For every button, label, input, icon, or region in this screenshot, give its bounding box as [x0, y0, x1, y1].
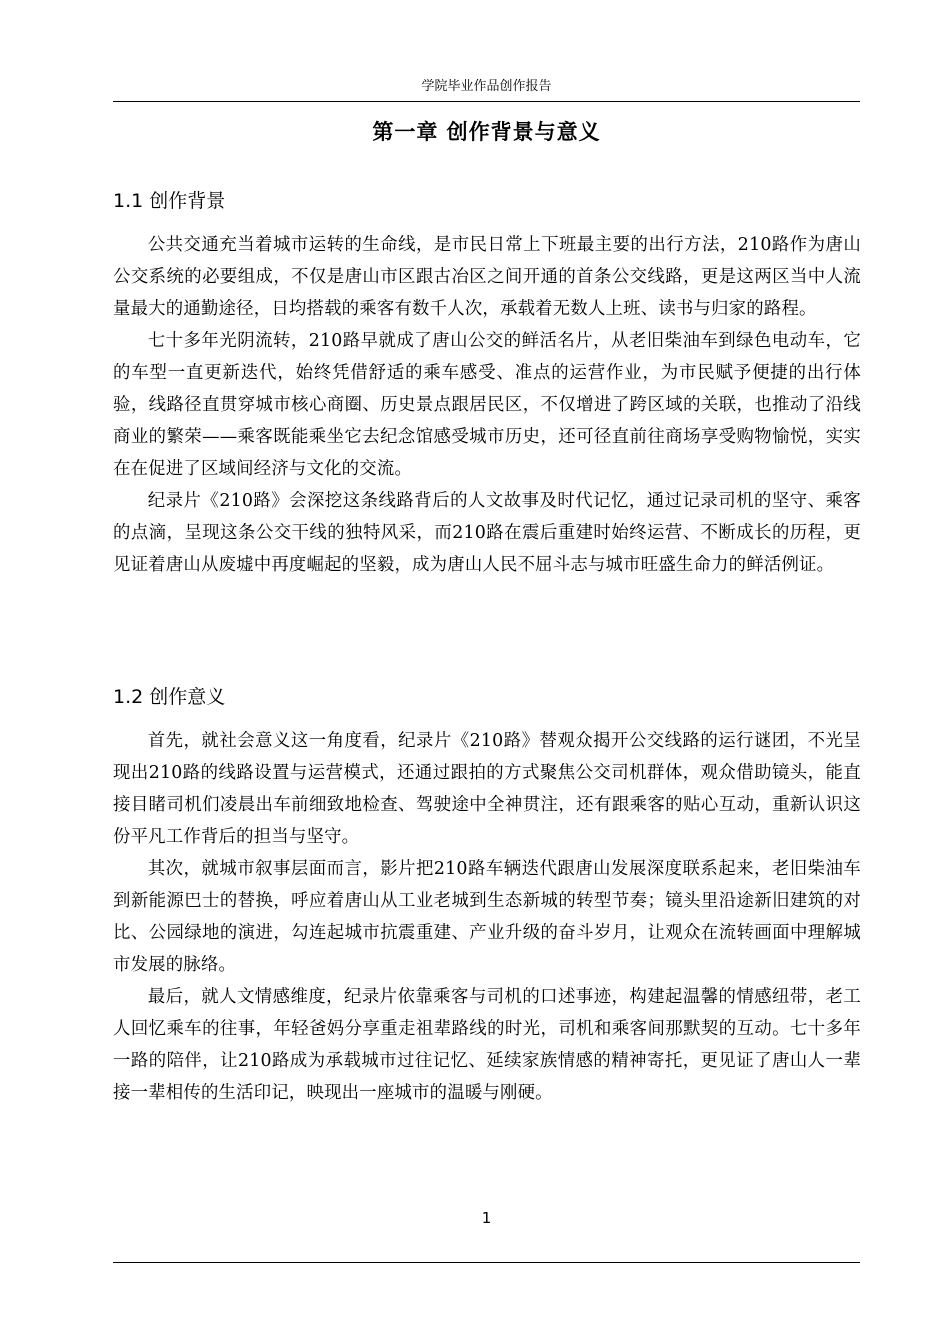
paragraph: 纪录片《210路》会深挖这条线路背后的人文故事及时代记忆，通过记录司机的坚守、乘客的点滴，呈现这条公交干线的独特风采，而210路在震后重建时始终运营、不断成长的历程，更见证着唐山从废墟中再度崛起的坚毅，成为唐山人民不屈斗志与城市旺盛生命力的鲜活例证。: [113, 491, 861, 575]
section-title-significance: 1.2 创作意义: [113, 686, 226, 708]
paragraph: 公共交通充当着城市运转的生命线，是市民日常上下班最主要的出行方法，210路作为唐山公交系统的必要组成，不仅是唐山市区跟古冶区之间开通的首条公交线路，更是这两区当中人流量最大的通勤途径，日均搭载的乘客有数千人次，承载着无数人上班、读书与归家的路程。: [113, 235, 861, 319]
section-body-background: [113, 229, 861, 581]
chapter-title: 第一章 创作背景与意义: [372, 120, 601, 144]
paragraph: 七十多年光阴流转，210路早就成了唐山公交的鲜活名片，从老旧柴油车到绿色电动车，它的车型一直更新迭代，始终凭借舒适的乘车感受、准点的运营作业，为市民赋予便捷的出行体验，线路径直贯穿城市核心商圈、历史景点跟居民区，不仅增进了跨区域的关联，也推动了沿线商业的繁荣——乘客既能乘坐它去纪念馆感受城市历史，还可径直前往商场享受购物愉悦，实实在在促进了区域间经济与文化的交流。: [113, 331, 861, 479]
section-title-background: 1.1 创作背景: [113, 190, 226, 212]
paragraph: 其次，就城市叙事层面而言，影片把210路车辆迭代跟唐山发展深度联系起来，老旧柴油车到新能源巴士的替换，呼应着唐山从工业老城到生态新城的转型节奏；镜头里沿途新旧建筑的对比、公园绿地的演进，勾连起城市抗震重建、产业升级的奋斗岁月，让观众在流转画面中理解城市发展的脉络。: [113, 859, 861, 975]
page-number: 1: [481, 1209, 492, 1227]
running-header: 学院毕业作品创作报告: [421, 79, 552, 94]
header-rule: [113, 101, 860, 102]
paragraph: 首先，就社会意义这一角度看，纪录片《210路》替观众揭开公交线路的运行谜团，不光呈现出210路的线路设置与运营模式，还通过跟拍的方式聚焦公交司机群体，观众借助镜头，能直接目睹司机们凌晨出车前细致地检查、驾驶途中全神贯注，还有跟乘客的贴心互动，重新认识这份平凡工作背后的担当与坚守。: [113, 731, 861, 847]
footer-rule: [113, 1262, 860, 1263]
paragraph: 最后，就人文情感维度，纪录片依靠乘客与司机的口述事迹，构建起温馨的情感纽带，老工人回忆乘车的往事，年轻爸妈分享重走祖辈路线的时光，司机和乘客间那默契的互动。七十多年一路的陪伴，让210路成为承载城市过往记忆、延续家族情感的精神寄托，更见证了唐山人一辈接一辈相传的生活印记，映现出一座城市的温暖与刚硬。: [113, 987, 861, 1103]
section-body-significance: [113, 725, 861, 1109]
